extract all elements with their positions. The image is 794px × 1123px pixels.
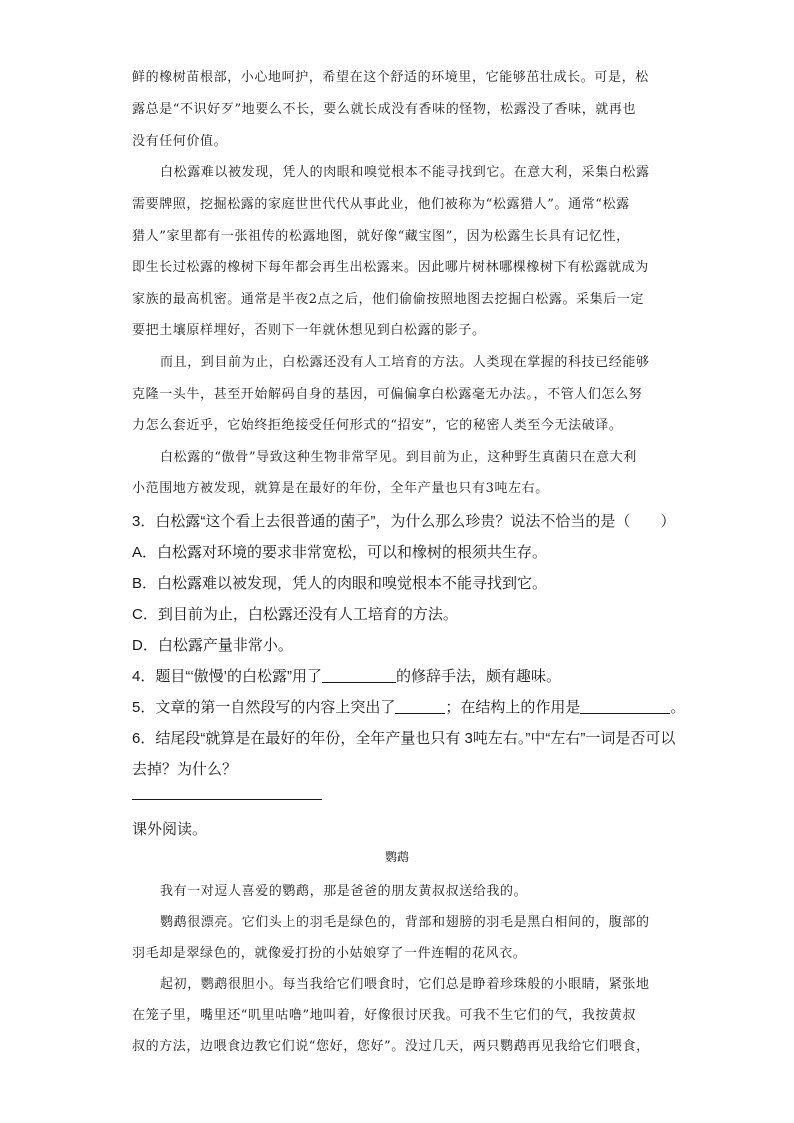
question-5 <box>132 696 685 717</box>
passage-line: 力怎么套近乎，它始终拒绝接受任何形式的“招安”，它的秘密人类至今无法破译。 <box>132 418 623 433</box>
passage-line: 家族的最高机密。通常是半夜2点之后，他们偷偷按照地图去挖掘白松露。采集后一定 <box>132 292 645 307</box>
question-4-text: 4．题目“‘傲慢’的白松露”用了 <box>132 668 322 685</box>
question-5-text: 5．文章的第一自然段写的内容上突出了 <box>132 699 396 716</box>
divider-line <box>132 799 322 800</box>
question-3: 3．白松露“这个看上去很普通的菌子”，为什么那么珍贵？说法不恰当的是（ ） <box>132 513 676 530</box>
passage-line: 羽毛却是翠绿色的，就像爱打扮的小姑娘穿了一件连帽的花风衣。 <box>132 946 527 961</box>
question-6-cont: 去掉？为什么？ <box>132 761 238 778</box>
passage-line: 起初，鹦鹉很胆小。每当我给它们喂食时，它们总是睁着珍珠般的小眼睛，紧张地 <box>160 977 650 992</box>
passage-line: 猎人”家里都有一张祖传的松露地图，就好像“藏宝图”，因为松露生长具有记忆性， <box>132 229 630 244</box>
option-d: D．白松露产量非常小。 <box>132 637 293 654</box>
question-5-text-mid: ；在结构上的作用是 <box>445 699 581 716</box>
passage-line: 鹦鹉很漂亮。它们头上的羽毛是绿色的，背部和翅膀的羽毛是黑白相间的，腹部的 <box>160 915 650 930</box>
answer-blank[interactable] <box>322 668 396 683</box>
passage-line: 露总是“不识好歹”地要么不长，要么就长成没有香味的怪物，松露没了香味，就再也 <box>132 102 637 117</box>
passage-title: 鹦鹉 <box>384 850 409 864</box>
option-c: C．到目前为止，白松露还没有人工培育的方法。 <box>132 606 458 623</box>
passage-line: 在笼子里，嘴里还“叽里咕噜”地叫着，好像很讨厌我。可我不生它们的气，我按黄叔 <box>132 1008 637 1023</box>
passage-line: 我有一对逗人喜爱的鹦鹉，那是爸爸的朋友黄叔叔送给我的。 <box>160 884 528 899</box>
question-4 <box>132 665 561 686</box>
passage-line: 要把土壤原样埋好，否则下一年就休想见到白松露的影子。 <box>132 323 486 338</box>
passage-line: 叔的方法，边喂食边教它们说“您好，您好”。没过几天，两只鹦鹉再见我给它们喂食， <box>132 1039 650 1054</box>
option-b: B．白松露难以被发现，凭人的肉眼和嗅觉根本不能寻找到它。 <box>132 575 548 592</box>
question-6: 6．结尾段“就算是在最好的年份，全年产量也只有 3吨左右。”中“左右”一词是否可以 <box>132 730 676 747</box>
passage-line: 白松露的“傲骨”导致这种生物非常罕见。到目前为止，这种野生真菌只在意大利 <box>160 450 637 465</box>
passage-line: 即生长过松露的橡树下每年都会再生出松露来。因此哪片树林哪棵橡树下有松露就成为 <box>132 260 649 275</box>
section-label: 课外阅读。 <box>132 821 208 838</box>
question-4-text-end: 的修辞手法，颇有趣味。 <box>396 668 562 685</box>
answer-blank[interactable] <box>580 699 670 714</box>
passage-line: 而且，到目前为止，白松露还没有人工培育的方法。人类现在掌握的科技已经能够 <box>160 355 650 370</box>
passage-line: 需要牌照，挖掘松露的家庭世世代代从事此业，他们被称为“松露猎人”。通常“松露 <box>132 197 630 212</box>
passage-line: 没有任何价值。 <box>132 134 228 149</box>
passage-line: 小范围地方被发现，就算是在最好的年份，全年产量也只有3吨左右。 <box>132 481 549 496</box>
passage-line: 鲜的橡树苗根部，小心地呵护，希望在这个舒适的环境里，它能够茁壮成长。可是，松 <box>132 70 649 85</box>
question-5-text-end: 。 <box>670 699 686 716</box>
answer-blank[interactable] <box>395 699 445 714</box>
option-a: A．白松露对环境的要求非常宽松，可以和橡树的根须共生存。 <box>132 544 548 561</box>
passage-line: 克隆一头牛，甚至开始解码自身的基因，可偏偏拿白松露毫无办法。，不管人们怎么努 <box>132 387 643 402</box>
passage-line: 白松露难以被发现，凭人的肉眼和嗅觉根本不能寻找到它。在意大利，采集白松露 <box>160 165 650 180</box>
